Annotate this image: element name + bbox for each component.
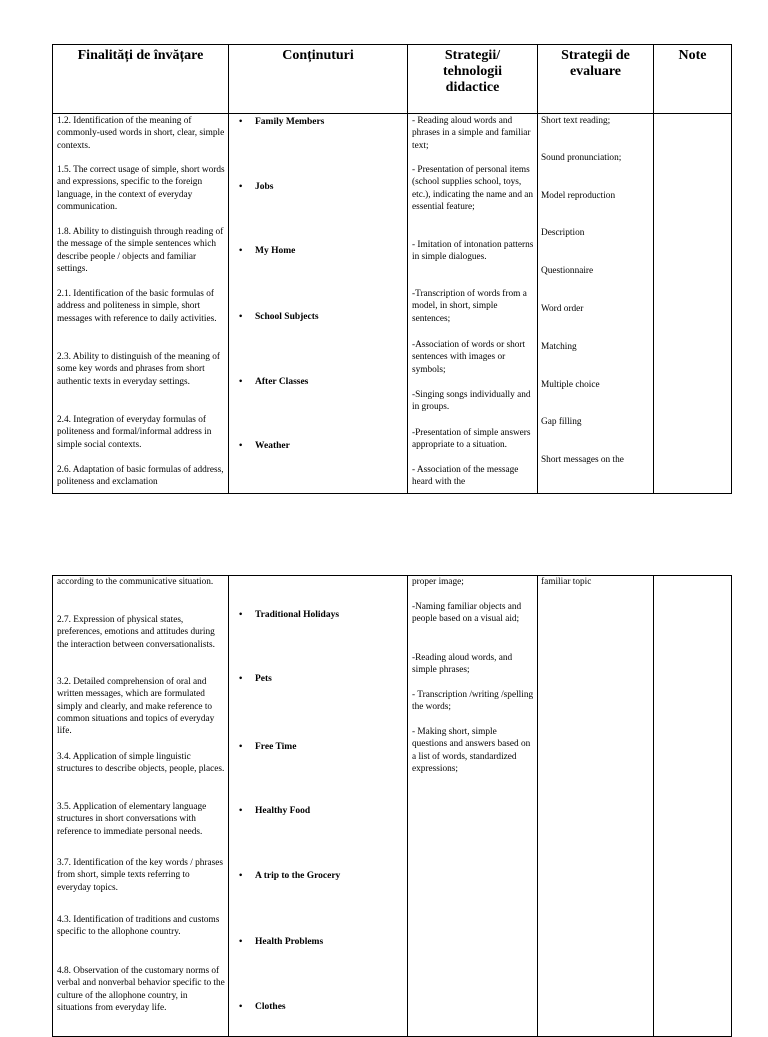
strategy-item: proper image; <box>412 577 464 587</box>
strategy-item: -Transcription of words from a model, in short, simple sentences; <box>412 289 527 324</box>
bullet-icon: • <box>239 742 243 752</box>
strategies-cell <box>408 576 538 1037</box>
bullet-icon: • <box>239 1002 243 1012</box>
evaluation-item: Short messages on the <box>541 455 624 465</box>
outcome-item: 2.1. Identification of the basic formulas of address and politeness in simple, short messages with reference to daily activities. <box>57 289 217 324</box>
strategy-item: -Naming familiar objects and people based on a visual aid; <box>412 602 522 625</box>
strategy-item: -Reading aloud words, and simple phrases; <box>412 653 513 676</box>
table-row <box>53 114 732 494</box>
topic-item: • My Home <box>239 246 296 256</box>
evaluation-cell <box>538 576 654 1037</box>
bullet-icon: • <box>239 610 243 620</box>
outcome-item: 3.2. Detailed comprehension of oral and written messages, which are formulated simply and clearly, and make reference to common situations and topics of everyday life. <box>57 677 215 737</box>
topic-item: • School Subjects <box>239 312 319 322</box>
outcome-item: 3.7. Identification of the key words / phrases from short, simple texts referring to everyday topics. <box>57 858 224 893</box>
outcome-item: 4.3. Identification of traditions and customs specific to the allophone country. <box>57 915 220 938</box>
header-teaching-strategies: Strategii/ tehnologii didactice <box>408 45 538 114</box>
strategy-item: - Making short, simple questions and answers based on a list of words, standardized expressions; <box>412 727 531 774</box>
strategies-cell <box>408 114 538 494</box>
topic-item: • After Classes <box>239 377 309 387</box>
header-evaluation-strategies: Strategii de evaluare <box>538 45 654 114</box>
strategy-item: -Association of words or short sentences with images or symbols; <box>412 340 526 375</box>
outcomes-cell <box>53 576 229 1037</box>
outcome-item: 2.3. Ability to distinguish of the meaning of some key words and phrases from short authentic texts in everyday settings. <box>57 352 220 387</box>
bullet-icon: • <box>239 312 243 322</box>
bullet-icon: • <box>239 806 243 816</box>
notes-cell <box>654 576 732 1037</box>
outcome-item: 1.8. Ability to distinguish through reading of the message of the simple sentences which describe people / objects and familiar settings. <box>57 227 224 274</box>
evaluation-item: Short text reading; <box>541 116 611 126</box>
curriculum-table-page-1 <box>52 44 732 494</box>
strategy-item: - Transcription /writing /spelling the words; <box>412 690 534 713</box>
strategy-item: -Singing songs individually and in groups. <box>412 390 531 413</box>
table-header-row <box>53 45 732 114</box>
topic-item: • Healthy Food <box>239 806 311 816</box>
evaluation-cell <box>538 114 654 494</box>
outcome-item: 2.6. Adaptation of basic formulas of address, politeness and exclamation <box>57 465 224 488</box>
header-contents: Conținuturi <box>229 45 408 114</box>
outcome-item: 2.7. Expression of physical states, preferences, emotions and attitudes during the interaction between conversationalists. <box>57 615 215 650</box>
bullet-icon: • <box>239 871 243 881</box>
evaluation-item: Description <box>541 228 585 238</box>
header-notes: Note <box>654 45 732 114</box>
topic-item: • Health Problems <box>239 937 324 947</box>
bullet-icon: • <box>239 117 243 127</box>
topics-cell <box>229 576 408 1037</box>
strategy-item: - Imitation of intonation patterns in simple dialogues. <box>412 240 534 263</box>
topic-item: • A trip to the Grocery <box>239 871 341 881</box>
topic-item: • Weather <box>239 441 290 451</box>
topic-item: • Family Members <box>239 117 325 127</box>
evaluation-item: Gap filling <box>541 417 582 427</box>
table-row <box>53 576 732 1037</box>
evaluation-item: Matching <box>541 342 577 352</box>
topic-item: • Jobs <box>239 182 274 192</box>
outcome-item: 3.5. Application of elementary language structures in short conversations with reference to immediate personal needs. <box>57 802 207 837</box>
bullet-icon: • <box>239 246 243 256</box>
evaluation-item: Model reproduction <box>541 191 616 201</box>
header-learning-outcomes: Finalități de învățare <box>53 45 229 114</box>
evaluation-item: Sound pronunciation; <box>541 153 622 163</box>
strategy-item: - Reading aloud words and phrases in a simple and familiar text; <box>412 116 531 151</box>
outcome-item: 3.4. Application of simple linguistic structures to describe objects, people, places. <box>57 752 225 775</box>
bullet-icon: • <box>239 937 243 947</box>
topic-item: • Clothes <box>239 1002 286 1012</box>
bullet-icon: • <box>239 377 243 387</box>
outcome-item: 4.8. Observation of the customary norms of verbal and nonverbal behavior specific to the culture of the allophone country, in situations from everyday life. <box>57 966 225 1013</box>
evaluation-item: Questionnaire <box>541 266 594 276</box>
evaluation-item: familiar topic <box>541 577 592 587</box>
outcome-item: 2.4. Integration of everyday formulas of politeness and formal/informal address in simple social contexts. <box>57 415 212 450</box>
curriculum-table-page-2 <box>52 575 732 1037</box>
outcome-item: according to the communicative situation. <box>57 577 214 587</box>
strategy-item: - Association of the message heard with the <box>412 465 519 488</box>
strategy-item: - Presentation of personal items (school supplies school, toys, etc.), indicating the name and an essential feature; <box>412 165 534 212</box>
topics-cell <box>229 114 408 494</box>
evaluation-item: Word order <box>541 304 584 314</box>
topic-item: • Free Time <box>239 742 297 752</box>
topic-item: • Pets <box>239 674 272 684</box>
notes-cell <box>654 114 732 494</box>
bullet-icon: • <box>239 441 243 451</box>
bullet-icon: • <box>239 674 243 684</box>
outcomes-cell <box>53 114 229 494</box>
strategy-item: -Presentation of simple answers appropriate to a situation. <box>412 428 531 451</box>
topic-item: • Traditional Holidays <box>239 610 340 620</box>
evaluation-item: Multiple choice <box>541 380 600 390</box>
outcome-item: 1.2. Identification of the meaning of commonly-used words in short, clear, simple contexts. <box>57 116 225 151</box>
outcome-item: 1.5. The correct usage of simple, short words and expressions, specific to the foreign language, in the context of everyday communication. <box>57 165 225 212</box>
bullet-icon: • <box>239 182 243 192</box>
